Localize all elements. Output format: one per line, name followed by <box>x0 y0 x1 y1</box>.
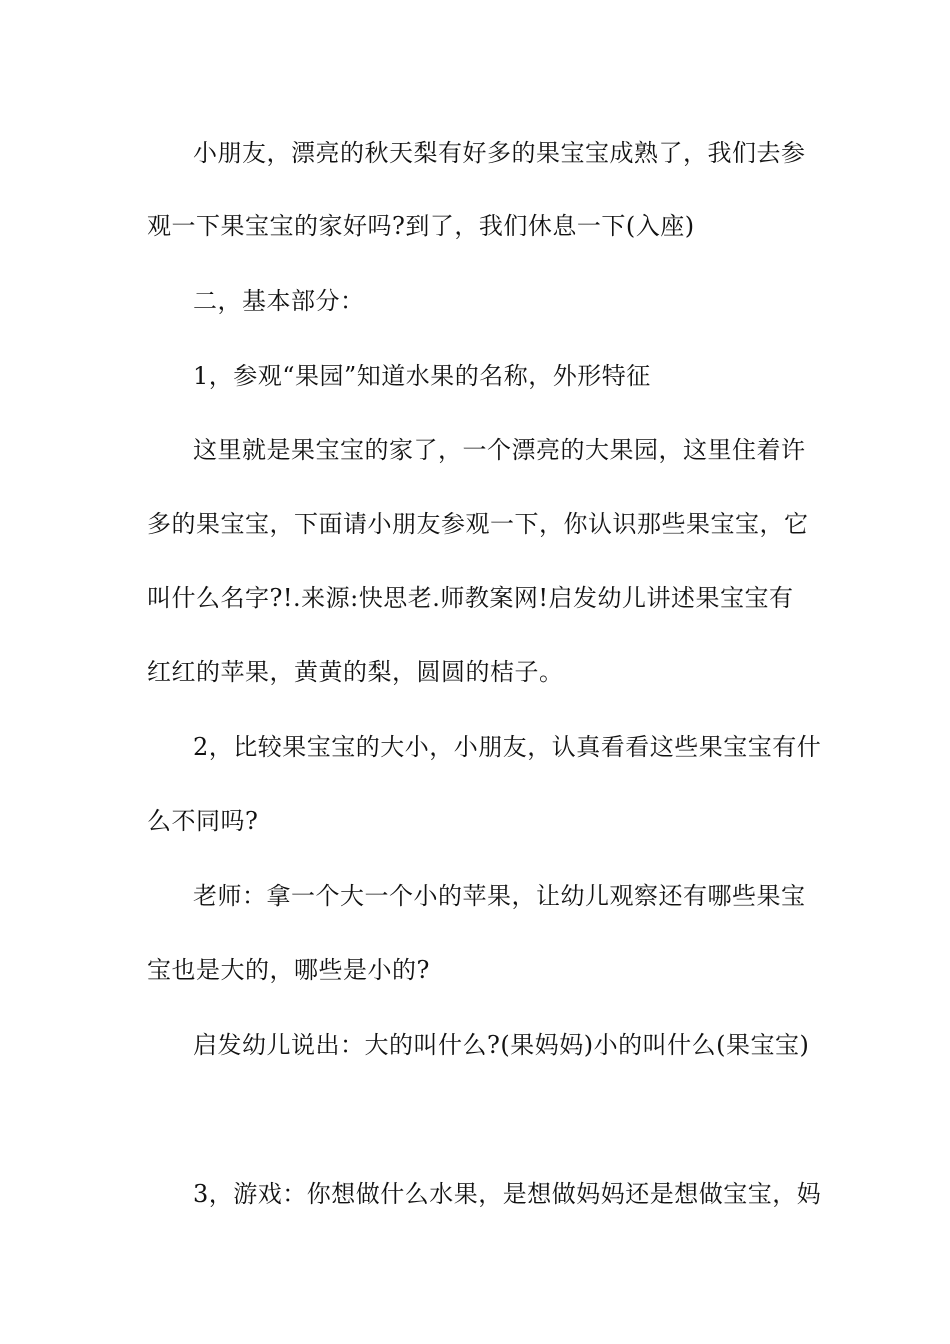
paragraph-line: 启发幼儿说出：大的叫什么?(果妈妈)小的叫什么(果宝宝) <box>193 1031 810 1059</box>
paragraph-line: 2，比较果宝宝的大小，小朋友，认真看看这些果宝宝有什 <box>193 733 822 761</box>
paragraph-line: 红红的苹果，黄黄的梨，圆圆的桔子。 <box>147 658 564 686</box>
paragraph-line: 叫什么名字?!.来源:快思老.师教案网!启发幼儿讲述果宝宝有 <box>147 584 794 612</box>
paragraph-line: 么不同吗? <box>147 807 259 835</box>
paragraph-line: 老师：拿一个大一个小的苹果，让幼儿观察还有哪些果宝 <box>193 882 806 910</box>
paragraph-line: 多的果宝宝，下面请小朋友参观一下，你认识那些果宝宝，它 <box>147 510 809 538</box>
paragraph-line: 宝也是大的，哪些是小的? <box>147 956 430 984</box>
section-heading: 二，基本部分： <box>193 287 365 315</box>
paragraph-line: 3，游戏：你想做什么水果，是想做妈妈还是想做宝宝，妈 <box>193 1180 822 1208</box>
paragraph-line: 小朋友，漂亮的秋天梨有好多的果宝宝成熟了，我们去参 <box>193 139 806 167</box>
paragraph-line: 观一下果宝宝的家好吗?到了，我们休息一下(入座) <box>147 212 695 240</box>
paragraph-line: 这里就是果宝宝的家了，一个漂亮的大果园，这里住着许 <box>193 436 806 464</box>
subsection-heading: 1，参观“果园”知道水果的名称，外形特征 <box>193 362 651 390</box>
